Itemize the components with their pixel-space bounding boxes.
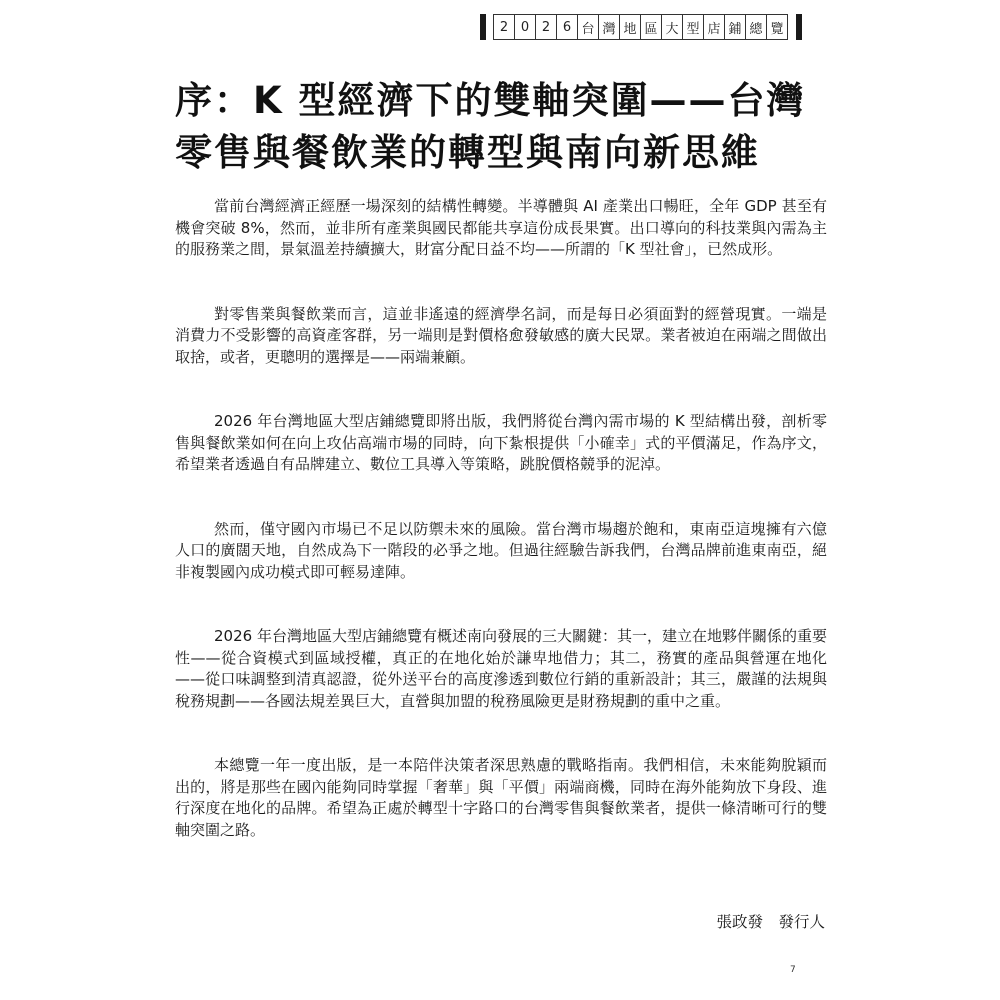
header-cell: 總: [745, 14, 767, 40]
running-header: [480, 12, 802, 42]
paragraph: 當前台灣經濟正經歷一場深刻的結構性轉變。半導體與 AI 產業出口暢旺，全年 GDP 甚至有機會突破 8%，然而，並非所有產業與國民都能共享這份成長果實。出口導向的科技業與內需為主的服務業之間，景氣溫差持續擴大，財富分配日益不均——所謂的「K 型社會」，已然成形。: [175, 197, 827, 258]
header-cell: 2: [535, 14, 557, 40]
page-number: 7: [790, 965, 796, 975]
publisher-signature: 張政發 發行人: [716, 913, 825, 931]
paragraph: 對零售業與餐飲業而言，這並非遙遠的經濟學名詞，而是每日必須面對的經營現實。一端是消費力不受影響的高資產客群，另一端則是對價格愈發敏感的廣大民眾。業者被迫在兩端之間做出取捨，或者，更聰明的選擇是——兩端兼顧。: [175, 304, 827, 366]
header-cell: 6: [556, 14, 578, 40]
header-cell: 區: [640, 14, 662, 40]
header-cell: 店: [703, 14, 725, 40]
header-cell: 型: [682, 14, 704, 40]
paragraph: 然而，僅守國內市場已不足以防禦未來的風險。當台灣市場趨於飽和，東南亞這塊擁有六億人口的廣闊天地，自然成為下一階段的必爭之地。但過往經驗告訴我們，台灣品牌前進東南亞，絕非複製國內成功模式即可輕易達陣。: [175, 519, 827, 581]
header-title-cells: [494, 14, 788, 40]
header-cell: 灣: [598, 14, 620, 40]
page-title: 序：K 型經濟下的雙軸突圍——台灣零售與餐飲業的轉型與南向新思維: [175, 79, 806, 174]
preface-body: [175, 196, 827, 884]
header-cell: 大: [661, 14, 683, 40]
header-cell: 覽: [766, 14, 788, 40]
header-right-bar: [796, 14, 802, 40]
header-left-bar: [480, 14, 486, 40]
paragraph: 2026 年台灣地區大型店鋪總覽有概述南向發展的三大關鍵：其一，建立在地夥伴關係的重要性——從合資模式到區域授權，真正的在地化始於謙卑地借力；其二，務實的產品與營運在地化——從口味調整到清真認證，從外送平台的高度滲透到數位行銷的重新設計；其三，嚴謹的法規與稅務規劃——各國法規差異巨大，直營與加盟的稅務風險更是財務規劃的重中之重。: [175, 627, 827, 710]
header-cell: 2: [493, 14, 515, 40]
header-cell: 台: [577, 14, 599, 40]
header-cell: 0: [514, 14, 536, 40]
paragraph: 2026 年台灣地區大型店鋪總覽即將出版，我們將從台灣內需市場的 K 型結構出發，剖析零售與餐飲業如何在向上攻佔高端市場的同時，向下紮根提供「小確幸」式的平價滿足，作為序文，希望業者透過自有品牌建立、數位工具導入等策略，跳脫價格競爭的泥淖。: [175, 412, 827, 473]
header-cell: 鋪: [724, 14, 746, 40]
paragraph: 本總覽一年一度出版，是一本陪伴決策者深思熟慮的戰略指南。我們相信，未來能夠脫穎而出的，將是那些在國內能夠同時掌握「奢華」與「平價」兩端商機，同時在海外能夠放下身段、進行深度在地化的品牌。希望為正處於轉型十字路口的台灣零售與餐飲業者，提供一條清晰可行的雙軸突圍之路。: [175, 756, 827, 839]
header-cell: 地: [619, 14, 641, 40]
